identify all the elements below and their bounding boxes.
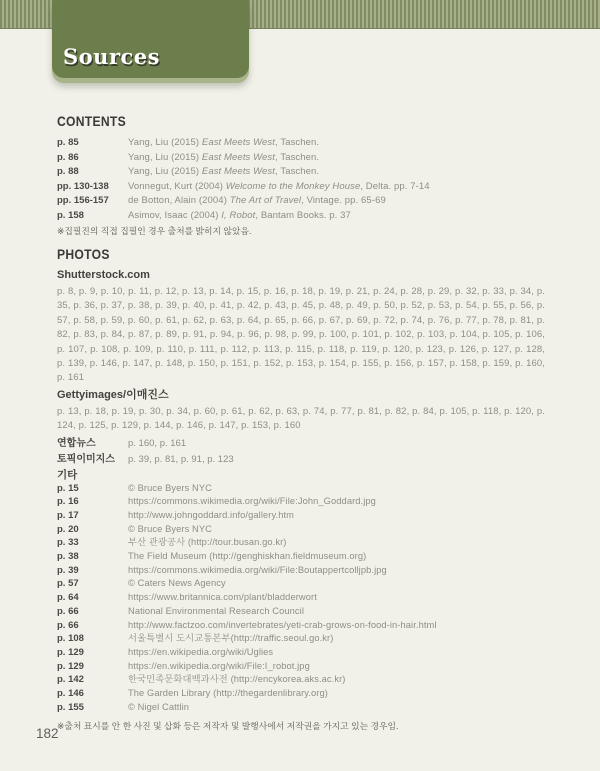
etc-row: [57, 509, 545, 523]
agency-name: 연합뉴스: [57, 437, 96, 449]
page-ref: p. 64: [57, 592, 79, 604]
etc-row: [57, 482, 545, 496]
page-ref: p. 158: [57, 209, 84, 221]
contents-list: [57, 136, 545, 223]
page-ref: p. 66: [57, 605, 79, 617]
credit: 한국민족문화대백과사전 (http://encykorea.aks.ac.kr): [128, 674, 346, 685]
agency-pages: p. 160, p. 161: [128, 437, 187, 449]
etc-row: [57, 660, 545, 674]
page-ref: p. 33: [57, 537, 79, 549]
etc-row: [57, 577, 545, 591]
contents-row: [57, 165, 545, 180]
citation: Yang, Liu (2015) East Meets West, Taschen.: [128, 166, 320, 177]
page-ref: p. 20: [57, 523, 79, 535]
credit: https://commons.wikimedia.org/wiki/File:John_Goddard.jpg: [128, 496, 376, 507]
shutterstock-heading: Shutterstock.com: [57, 269, 150, 281]
page-ref: pp. 156-157: [57, 195, 109, 206]
etc-row: [57, 605, 545, 619]
etc-list: [57, 482, 545, 715]
contents-row: [57, 209, 545, 224]
credit: https://en.wikipedia.org/wiki/File:I_robot.jpg: [128, 660, 310, 671]
page-ref: p. 129: [57, 646, 84, 658]
etc-row: [57, 687, 545, 701]
citation: Asimov, Isaac (2004) I, Robot, Bantam Books. p. 37: [128, 209, 351, 221]
credit: © Bruce Byers NYC: [128, 482, 212, 493]
contents-heading: CONTENTS: [57, 114, 126, 129]
etc-heading: 기타: [57, 468, 78, 481]
credit: https://en.wikipedia.org/wiki/Uglies: [128, 646, 274, 657]
page-ref: p. 108: [57, 633, 84, 645]
contents-row: [57, 194, 545, 209]
agency-row: [57, 452, 545, 468]
page-ref: p. 39: [57, 564, 79, 576]
credit: https://commons.wikimedia.org/wiki/File:Boutappertcolljpb.jpg: [128, 564, 387, 575]
page-ref: p. 146: [57, 687, 84, 699]
credit: 부산 관광공사 (http://tour.busan.go.kr): [128, 537, 287, 548]
agency-pages: p. 39, p. 81, p. 91, p. 123: [128, 453, 234, 465]
contents-row: [57, 151, 545, 166]
etc-row: [57, 536, 545, 550]
page-ref: p. 142: [57, 674, 84, 686]
credit: http://www.factzoo.com/invertebrates/yeti-crab-grows-on-food-in-hair.html: [128, 619, 437, 630]
etc-row: [57, 632, 545, 646]
credit: © Bruce Byers NYC: [128, 523, 212, 534]
agency-name: 토픽이미지스: [57, 453, 115, 465]
photos-note: ※출처 표시를 안 한 사진 및 삽화 등은 저작자 및 발행사에서 저작권을 가지고 있는 경우임.: [57, 721, 399, 732]
gettyimages-pages: p. 13, p. 18, p. 19, p. 30, p. 34, p. 60, p. 61, p. 62, p. 63, p. 74, p. 77, p. 81, p. 82, p. 84, p. 105, p. 118, p. 120, p. 124, p. 125, p. 129, p. 144, p. 146, p. 147, p. 153, p. 160: [57, 405, 545, 432]
etc-row: [57, 495, 545, 509]
page-content: [57, 0, 545, 732]
citation: Vonnegut, Kurt (2004) Welcome to the Monkey House, Delta. pp. 7-14: [128, 180, 430, 192]
etc-row: [57, 646, 545, 660]
etc-row: [57, 564, 545, 578]
page-ref: p. 17: [57, 510, 79, 522]
shutterstock-pages: p. 8, p. 9, p. 10, p. 11, p. 12, p. 13, p. 14, p. 15, p. 16, p. 18, p. 19, p. 21, p. 24, p. 28, p. 29, p. 32, p. 33, p. 34, p. 35, p. 36, p. 37, p. 38, p. 39, p. 40, p. 41, p. 42, p. 43, p. 45, p. 48, p. 49, p. 50, p. 52, p. 53, p. 54, p. 55, p. 56, p. 57, p. 58, p. 59, p. 60, p. 61, p. 62, p. 63, p. 64, p. 65, p. 66, p. 67, p. 69, p. 72, p. 74, p. 76, p. 77, p. 78, p. 81, p. 82, p. 83, p. 84, p. 87, p. 89, p. 91, p. 94, p. 96, p. 98, p. 99, p. 100, p. 101, p. 102, p. 103, p. 104, p. 105, p. 106, p. 107, p. 108, p. 109, p. 110, p. 111, p. 112, p. 113, p. 115, p. 118, p. 119, p. 120, p. 123, p. 126, p. 127, p. 128, p. 139, p. 146, p. 147, p. 148, p. 150, p. 151, p. 152, p. 153, p. 154, p. 155, p. 156, p. 157, p. 158, p. 159, p. 160, p. 161: [57, 286, 545, 384]
contents-note: ※집필진의 직접 집필인 경우 출처를 밝히지 않았음.: [57, 226, 252, 236]
citation: Yang, Liu (2015) East Meets West, Taschen.: [128, 137, 320, 148]
page-number: 182: [36, 726, 59, 741]
contents-row: [57, 136, 545, 151]
etc-row: [57, 550, 545, 564]
citation: Yang, Liu (2015) East Meets West, Taschen.: [128, 151, 320, 163]
credit: 서울특별시 도시교통본부(http://traffic.seoul.go.kr): [128, 633, 334, 644]
etc-row: [57, 673, 545, 687]
page-ref: p. 57: [57, 578, 79, 590]
etc-row: [57, 523, 545, 537]
credit: https://www.britannica.com/plant/bladderwort: [128, 592, 317, 603]
etc-row: [57, 591, 545, 605]
page-title: Sources: [63, 44, 160, 69]
photos-heading: PHOTOS: [57, 247, 110, 262]
agency-list: [57, 436, 545, 468]
gettyimages-heading: Gettyimages/이매진스: [57, 388, 169, 401]
credit: The Garden Library (http://thegardenlibrary.org): [128, 687, 328, 698]
etc-row: [57, 701, 545, 715]
etc-row: [57, 619, 545, 633]
page-ref: p. 129: [57, 660, 84, 672]
citation: de Botton, Alain (2004) The Art of Travel, Vintage. pp. 65-69: [128, 195, 386, 206]
page-ref: p. 15: [57, 482, 79, 494]
credit: http://www.johngoddard.info/gallery.htm: [128, 510, 294, 521]
page-ref: p. 88: [57, 166, 79, 177]
page-ref: p. 38: [57, 551, 79, 563]
agency-row: [57, 436, 545, 452]
page-ref: pp. 130-138: [57, 180, 109, 192]
contents-row: [57, 180, 545, 195]
page-ref: p. 16: [57, 496, 79, 508]
credit: © Nigel Cattlin: [128, 701, 190, 712]
credit: The Field Museum (http://genghiskhan.fieldmuseum.org): [128, 551, 367, 562]
page-ref: p. 66: [57, 619, 79, 631]
page-ref: p. 86: [57, 151, 79, 163]
credit: National Environmental Research Council: [128, 605, 304, 616]
page-ref: p. 155: [57, 701, 84, 713]
credit: © Caters News Agency: [128, 578, 226, 589]
page-ref: p. 85: [57, 137, 79, 148]
